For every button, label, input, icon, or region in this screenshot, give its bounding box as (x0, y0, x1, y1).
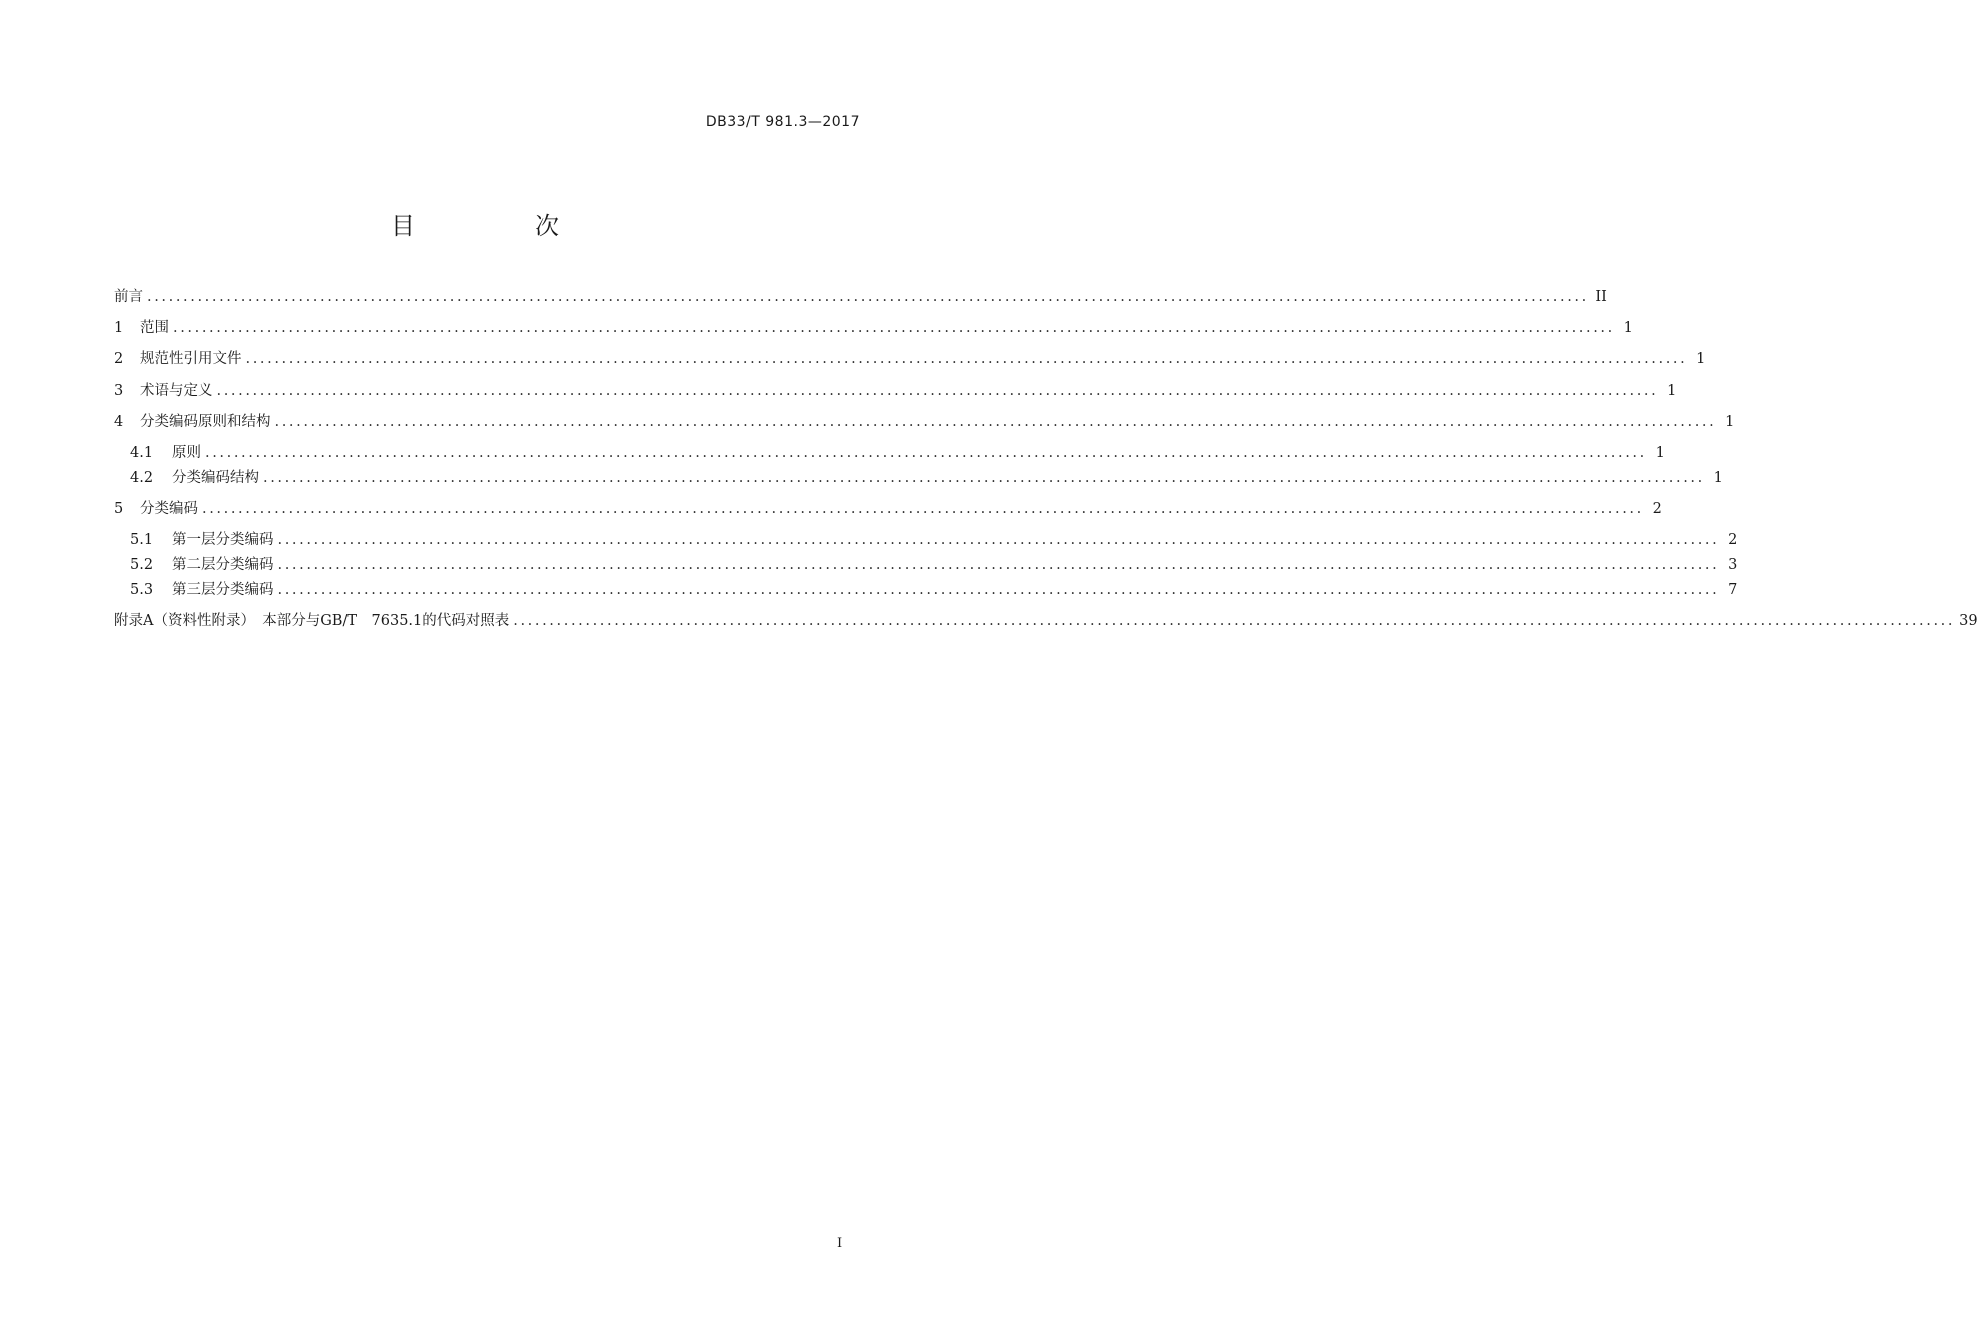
toc-entry-page: 2 (1728, 532, 1738, 548)
toc-entry-principles[interactable] (130, 442, 1665, 464)
toc-leader-dots: ........................................................................................................................................................................................................ (202, 501, 1644, 517)
toc-entry-page: 1 (1713, 470, 1723, 486)
toc-entry-label: 第三层分类编码 (172, 582, 274, 598)
toc-entry-page: 1 (1696, 351, 1706, 367)
toc-entry-label: 第一层分类编码 (172, 532, 274, 548)
toc-entry-number: 5.1 (130, 532, 154, 548)
document-code: DB33/T 981.3—2017 (705, 114, 860, 130)
toc-entry-number: 5.2 (130, 557, 154, 573)
toc-entry-label: 附录A（资料性附录） 本部分与GB/T 7635.1的代码对照表 (114, 613, 510, 629)
toc-entry-third-layer[interactable] (130, 579, 1738, 601)
toc-entry-label: 术语与定义 (140, 383, 213, 399)
toc-entry-number: 4.2 (130, 470, 154, 486)
toc-leader-dots: ........................................................................................................................................................................................................ (277, 582, 1720, 598)
toc-entry-page: 1 (1623, 320, 1633, 336)
toc-entry-foreword[interactable] (114, 286, 1607, 308)
toc-leader-dots: ........................................................................................................................................................................................................ (513, 613, 1956, 629)
toc-entry-label: 原则 (172, 445, 201, 461)
toc-entry-number: 5 (114, 501, 124, 517)
toc-entry-label: 范围 (140, 320, 169, 336)
toc-entry-label: 分类编码原则和结构 (140, 414, 271, 430)
toc-entry-page: 1 (1667, 383, 1677, 399)
toc-leader-dots: ........................................................................................................................................................................................................ (147, 289, 1589, 305)
toc-entry-label: 分类编码结构 (172, 470, 259, 486)
toc-entry-page: 7 (1728, 582, 1738, 598)
toc-entry-appendix-a[interactable] (114, 610, 1978, 632)
page-number: I (837, 1236, 843, 1251)
toc-entry-page: 1 (1655, 445, 1665, 461)
toc-entry-number: 5.3 (130, 582, 154, 598)
toc-leader-dots: ........................................................................................................................................................................................................ (277, 557, 1720, 573)
toc-leader-dots: ........................................................................................................................................................................................................ (205, 445, 1647, 461)
toc-entry-page: 2 (1652, 501, 1662, 517)
toc-entry-number: 4.1 (130, 445, 154, 461)
toc-entry-number: 2 (114, 351, 124, 367)
toc-entry-terms-definitions[interactable] (114, 380, 1677, 402)
toc-entry-number: 3 (114, 383, 124, 399)
toc-entry-scope[interactable] (114, 317, 1633, 339)
toc-title: 目 次 (391, 212, 607, 240)
toc-leader-dots: ........................................................................................................................................................................................................ (245, 351, 1688, 367)
toc-entry-label: 前言 (114, 289, 143, 305)
toc-entry-coding-principles[interactable] (114, 411, 1735, 433)
toc-leader-dots: ........................................................................................................................................................................................................ (263, 470, 1705, 486)
toc-entry-second-layer[interactable] (130, 554, 1738, 576)
toc-entry-coding-structure[interactable] (130, 467, 1723, 489)
toc-entry-label: 分类编码 (140, 501, 198, 517)
toc-entry-page: II (1595, 289, 1607, 305)
toc-entry-page: 39 (1959, 613, 1978, 629)
toc-leader-dots: ........................................................................................................................................................................................................ (216, 383, 1659, 399)
toc-entry-number: 1 (114, 320, 124, 336)
toc-leader-dots: ........................................................................................................................................................................................................ (277, 532, 1720, 548)
toc-entry-first-layer[interactable] (130, 529, 1738, 551)
toc-leader-dots: ........................................................................................................................................................................................................ (173, 320, 1615, 336)
toc-entry-label: 第二层分类编码 (172, 557, 274, 573)
toc-entry-page: 1 (1725, 414, 1735, 430)
toc-entry-page: 3 (1728, 557, 1738, 573)
toc-leader-dots: ........................................................................................................................................................................................................ (274, 414, 1717, 430)
toc-entry-number: 4 (114, 414, 124, 430)
toc-entry-normative-references[interactable] (114, 348, 1706, 370)
toc-entry-classification-coding[interactable] (114, 498, 1662, 520)
toc-entry-label: 规范性引用文件 (140, 351, 242, 367)
